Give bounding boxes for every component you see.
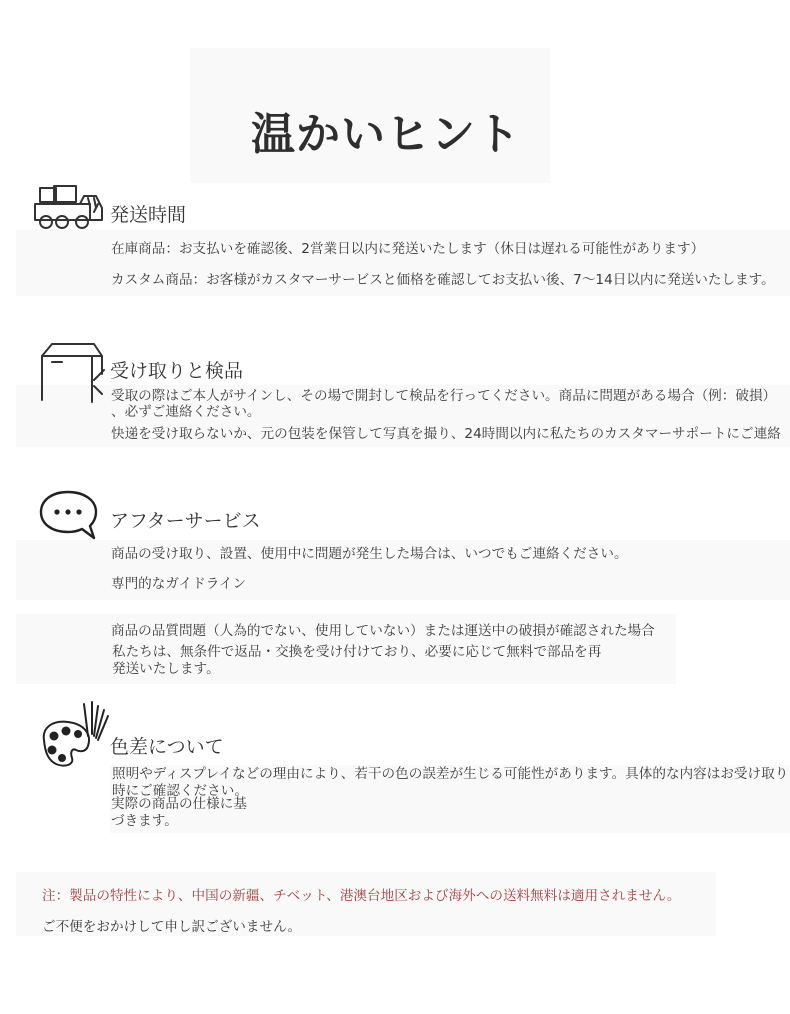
aftersales-line-1: 商品の受け取り、設置、使用中に問題が発生した場合は、いつでもご連絡ください。	[111, 546, 628, 562]
page-title: 温かいヒント	[251, 109, 521, 160]
color-line-2a: 実際の商品の仕様に基	[111, 796, 247, 812]
aftersales-line-2: 専門的なガイドライン	[111, 576, 247, 592]
color-heading: 色差について	[110, 736, 224, 758]
receipt-heading: 受け取りと検品	[110, 360, 244, 382]
shipping-line-1: 在庫商品：お支払いを確認後、2営業日以内に発送いたします（休日は遅れる可能性があります）	[111, 241, 705, 257]
receipt-line-1b: 、必ずご連絡ください。	[111, 404, 261, 420]
palette-icon	[38, 700, 112, 770]
color-line-2b: づきます。	[111, 813, 178, 829]
truck-icon	[32, 184, 106, 230]
color-line-1b: 時にご確認ください。	[112, 783, 248, 799]
box-icon	[38, 340, 106, 406]
aftersales-line-3: 商品の品質問題（人為的でない、使用していない）または運送中の破損が確認された場合	[111, 623, 655, 639]
aftersales-heading: アフターサービス	[110, 510, 261, 532]
shipping-heading: 発送時間	[110, 204, 187, 226]
receipt-line-1a: 受取の際はご本人がサインし、その場で開封して検品を行ってください。商品に問題がある場合（例：破損）	[111, 388, 777, 404]
apology-note: ご不便をおかけして申し訳ございません。	[42, 919, 302, 935]
receipt-line-2: 快递を受け取らないか、元の包装を保管して写真を撮り、24時間以内に私たちのカスタマーサポートにご連絡	[111, 426, 781, 442]
speech-bubble-icon	[38, 488, 98, 542]
shipping-line-2: カスタム商品：お客様がカスタマーサービスと価格を確認してお支払い後、7〜14日以内に発送いたします。	[111, 272, 775, 288]
shipping-warning-note: 注：製品の特性により、中国の新疆、チベット、港澳台地区および海外への送料無料は適用されません。	[42, 888, 681, 904]
aftersales-line-4b: 発送いたします。	[112, 661, 220, 677]
color-line-1a: 照明やディスプレイなどの理由により、若干の色の誤差が生じる可能性があります。具体的な内容はお受け取り	[112, 766, 789, 782]
aftersales-line-4a: 私たちは、無条件で返品・交換を受け付けており、必要に応じて無料で部品を再	[112, 644, 602, 660]
